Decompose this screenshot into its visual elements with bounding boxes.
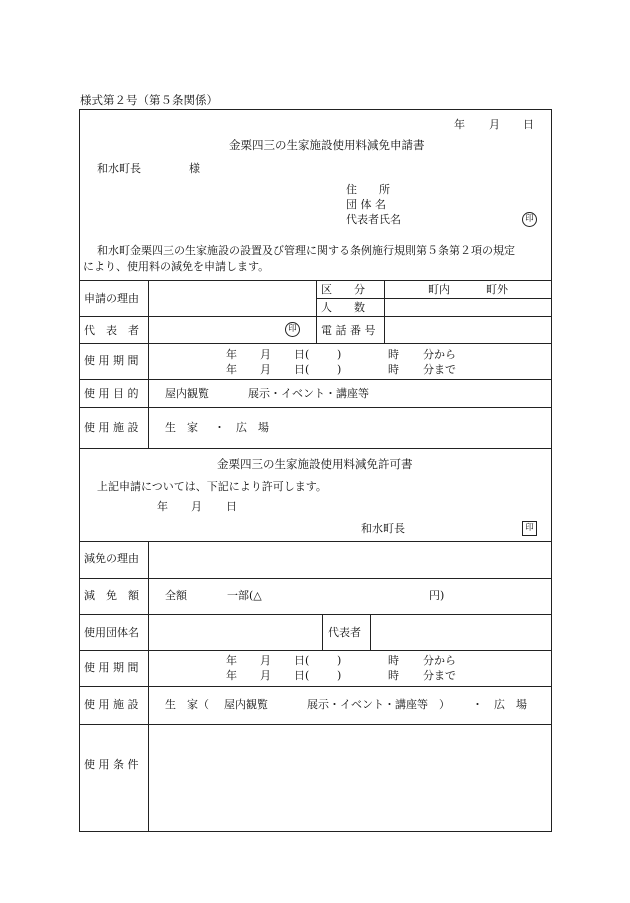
- permit-issuer: 和水町長: [361, 522, 405, 535]
- divider: [79, 724, 552, 725]
- divider: [79, 407, 552, 408]
- form-number: 様式第２号（第５条関係）: [80, 93, 218, 107]
- group-name-label: 団 体 名: [346, 198, 386, 211]
- seal-mark: 印: [522, 521, 537, 536]
- address-label: 住 所: [346, 183, 390, 196]
- permit-period-from-year: 年: [226, 654, 237, 667]
- divider: [79, 614, 552, 615]
- facility-plaza: 広 場: [236, 421, 269, 434]
- permit-period-label: 使 用 期 間: [84, 661, 139, 674]
- permit-period-to-month: 月: [260, 669, 271, 682]
- permit-period-to-day: 日(: [294, 669, 310, 682]
- permit-facility-house: 生 家（: [165, 698, 209, 711]
- facility-separator: ・: [214, 421, 225, 434]
- purpose-events: 展示・イベント・講座等: [248, 387, 369, 400]
- representative-label: 代 表 者: [84, 324, 139, 337]
- period-to-month: 月: [260, 363, 271, 376]
- period-to-hour: 時: [388, 363, 399, 376]
- divider: [79, 650, 552, 651]
- period-label: 使 用 期 間: [84, 354, 139, 367]
- divider: [79, 686, 552, 687]
- permit-date-year: 年: [157, 500, 168, 513]
- divider: [79, 448, 552, 449]
- amount-partial: 一部(△: [227, 589, 262, 602]
- permit-facility-indoor: 屋内観覧: [224, 698, 268, 711]
- permit-date-month: 月: [191, 500, 202, 513]
- date-month: 月: [489, 118, 500, 131]
- reason-label: 申請の理由: [84, 292, 139, 305]
- divider: [384, 280, 385, 343]
- period-to-close: ): [337, 363, 342, 376]
- permit-period-to-minute: 分まで: [423, 669, 456, 682]
- period-to-minute: 分まで: [423, 363, 456, 376]
- period-from-minute: 分から: [423, 348, 456, 361]
- permit-facility-label: 使 用 施 設: [84, 698, 139, 711]
- permit-representative-label: 代表者: [328, 626, 361, 639]
- permit-facility-plaza: 広 場: [494, 698, 527, 711]
- period-from-day: 日(: [294, 348, 310, 361]
- permit-period-from-day: 日(: [294, 654, 310, 667]
- divider: [148, 541, 149, 832]
- purpose-indoor-viewing: 屋内観覧: [165, 387, 209, 400]
- permit-facility-events: 展示・イベント・講座等 ）: [307, 698, 450, 711]
- divider: [79, 343, 552, 344]
- period-from-year: 年: [226, 348, 237, 361]
- period-from-close: ): [337, 348, 342, 361]
- permit-period-from-minute: 分から: [423, 654, 456, 667]
- divider: [148, 280, 149, 448]
- representative-name-label: 代表者氏名: [346, 213, 401, 226]
- permit-period-from-close: ): [337, 654, 342, 667]
- category-out-town: 町外: [486, 283, 508, 296]
- date-day: 日: [523, 118, 534, 131]
- date-year: 年: [454, 118, 465, 131]
- application-title: 金栗四三の生家施設使用料減免申請書: [229, 138, 425, 152]
- purpose-label: 使 用 目 的: [84, 387, 139, 400]
- honorific: 様: [189, 162, 200, 175]
- reduction-amount-label: 減 免 額: [84, 589, 139, 602]
- permit-period-from-hour: 時: [388, 654, 399, 667]
- seal-mark: 印: [522, 212, 537, 227]
- application-statement: [83, 243, 543, 275]
- facility-label: 使 用 施 設: [84, 421, 139, 434]
- permit-date-day: 日: [226, 500, 237, 513]
- divider: [322, 614, 323, 650]
- permit-period-from-month: 月: [260, 654, 271, 667]
- period-from-month: 月: [260, 348, 271, 361]
- permit-facility-separator: ・: [472, 698, 483, 711]
- divider: [79, 379, 552, 380]
- divider: [79, 541, 552, 542]
- divider: [370, 614, 371, 650]
- period-to-day: 日(: [294, 363, 310, 376]
- divider: [316, 298, 552, 299]
- permit-period-to-year: 年: [226, 669, 237, 682]
- group-name-label: 使用団体名: [84, 626, 139, 639]
- category-in-town: 町内: [428, 283, 450, 296]
- seal-mark: 印: [285, 322, 300, 337]
- phone-label: 電 話 番 号: [321, 324, 376, 337]
- divider: [316, 280, 317, 343]
- period-from-hour: 時: [388, 348, 399, 361]
- period-to-year: 年: [226, 363, 237, 376]
- permit-period-to-hour: 時: [388, 669, 399, 682]
- headcount-label: 人 数: [321, 301, 365, 314]
- permit-statement: 上記申請については、下記により許可します。: [97, 480, 327, 493]
- conditions-label: 使 用 条 件: [84, 758, 139, 771]
- permit-period-to-close: ): [337, 669, 342, 682]
- permit-title: 金栗四三の生家施設使用料減免許可書: [217, 457, 413, 471]
- addressee: 和水町長: [97, 162, 141, 175]
- facility-birth-house: 生 家: [165, 421, 198, 434]
- statement-line-2: により、使用料の減免を申請します。: [83, 260, 270, 273]
- amount-full: 全額: [165, 589, 187, 602]
- amount-yen: 円): [429, 589, 445, 602]
- category-label: 区 分: [321, 283, 365, 296]
- reduction-reason-label: 減免の理由: [84, 552, 139, 565]
- divider: [79, 578, 552, 579]
- statement-line-1: 和水町金栗四三の生家施設の設置及び管理に関する条例施行規則第５条第２項の規定: [97, 244, 515, 257]
